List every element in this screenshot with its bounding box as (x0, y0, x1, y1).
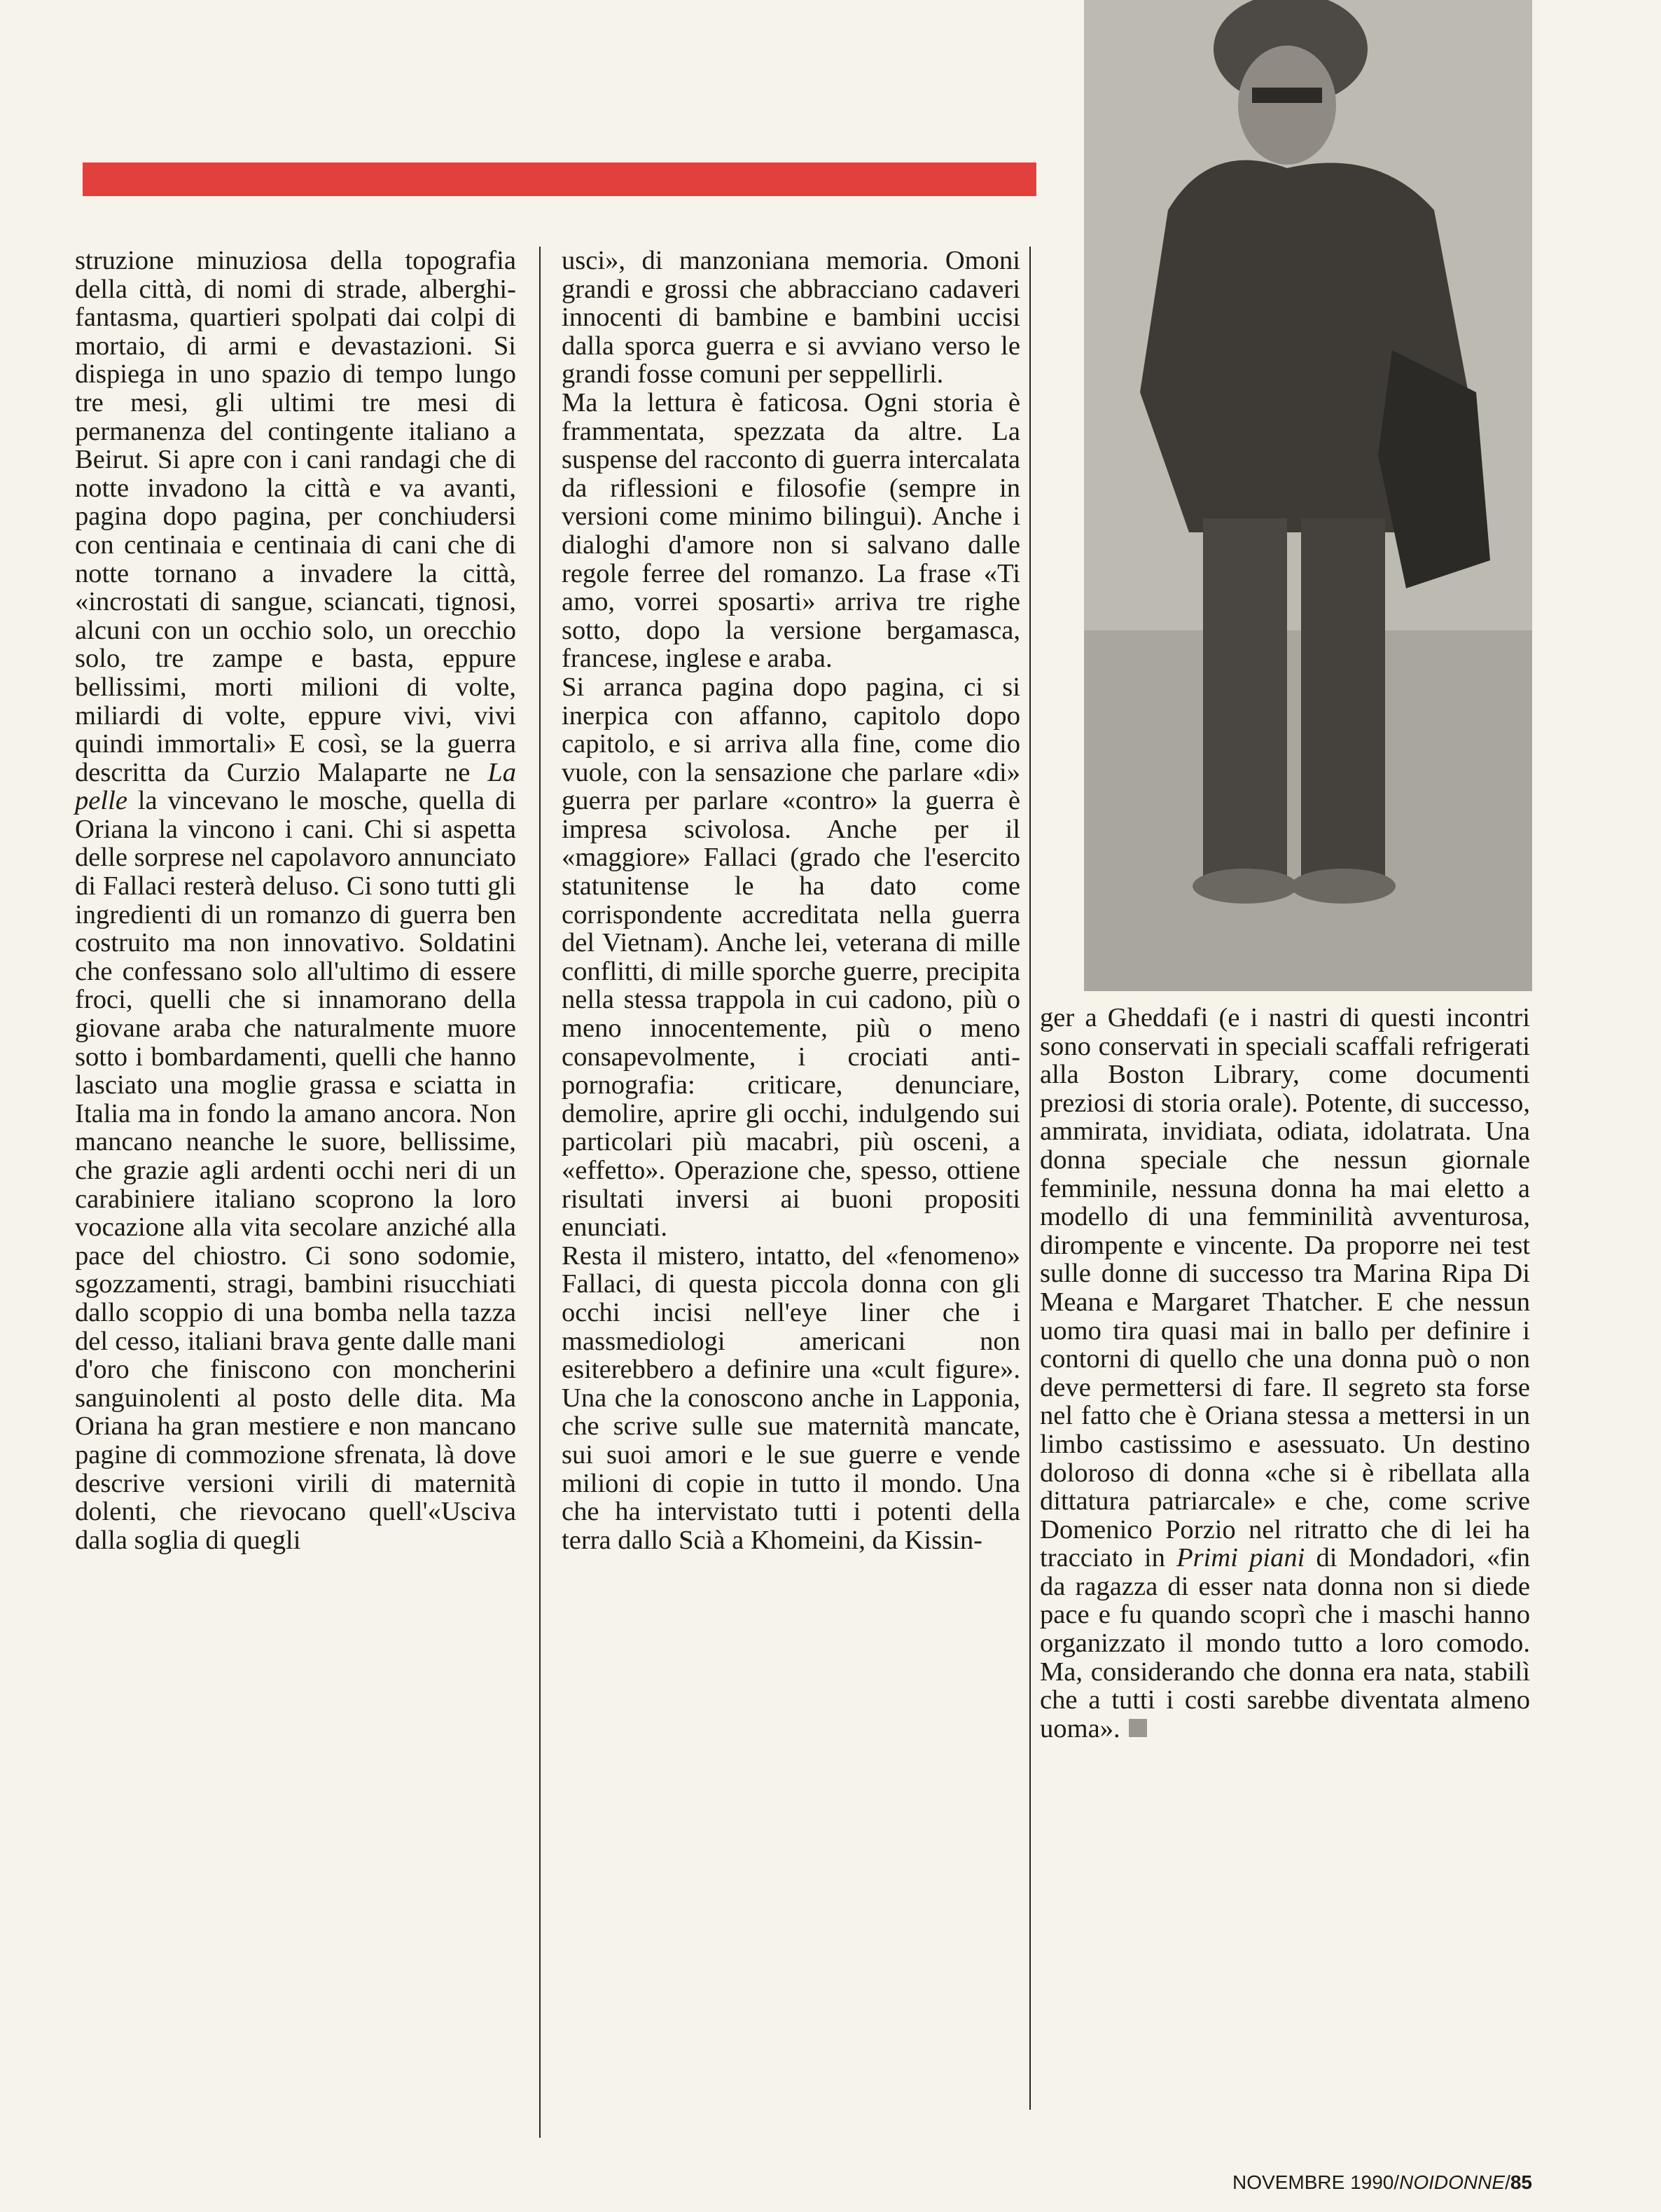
footer-magazine: NOIDONNE (1399, 2171, 1506, 2193)
column-divider-left (539, 247, 541, 2138)
paragraph: Si arranca pagina dopo pagina, ci si inerpica con affanno, capitolo dopo capitolo, e si arriva alla fine, come dio vuole, con la sensazione che parlare «di» guerra per parlare «contro» la guerra è impresa scivolosa. Anche per il «maggiore» Fallaci (grado che l'esercito statunitense le ha dato come corrispondente accreditata nella guerra del Vietnam). Anche lei, veterana di mille conflitti, di mille sporche guerre, precipita nella stessa trappola in cui cadono, più o meno innocentemente, più o meno consapevolmente, i crociati anti-pornografia: criticare, denunciare, demolire, aprire gli occhi, indulgendo sui particolari più macabri, più osceni, a «effetto». Operazione che, spesso, ottiene risultati inversi ai buoni propositi enunciati. (562, 672, 1020, 1243)
paragraph: Resta il mistero, intatto, del «fenomeno» Fallaci, di questa piccola donna con gli occhi incisi nell'eye liner che i massmediologi americani non esiterebbero a definire una «cult figure». Una che la conoscono anche in Lapponia, che scrive sulle sue maternità mancate, sui suoi amori e le sue guerre e vende milioni di copie in tutto il mondo. Una che ha intervistato tutti i potenti della terra dallo Scià a Khomeini, da Kissin- (562, 1240, 1020, 1555)
photo-woman-in-helmet (1084, 0, 1532, 991)
footer-date: NOVEMBRE 1990/ (1232, 2171, 1400, 2193)
article-column-1 (75, 247, 516, 1554)
paragraph: struzione minuziosa della topografia della città, di nomi di strade, alberghi-fantasma, quartieri spolpati dai colpi di mortaio, di armi e devastazioni. Si dispiega in uno spazio di tempo lungo tre mesi, gli ultimi tre mesi di permanenza del contingente italiano a Beirut. Si apre con i cani randagi che di notte invadono la città e va avanti, pagina dopo pagina, per conchiudersi con centinaia e centinaia di cani che di notte tornano a invadere la città, «incrostati di sangue, sciancati, tignosi, alcuni con un occhio solo, un orecchio solo, tre zampe e basta, eppure bellissimi, morti milioni di volte, miliardi di volte, eppure vivi, vivi quindi immortali» E così, se la guerra descritta da Curzio Malaparte ne La pelle la vincevano le mosche, quella di Oriana la vincono i cani. Chi si aspetta delle sorprese nel capolavoro annunciato di Fallaci resterà deluso. Ci sono tutti gli ingredienti di un romanzo di guerra ben costruito ma non innovativo. Soldatini che confessano solo all'ultimo di essere froci, quelli che si innamorano della giovane araba che naturalmente muore sotto i bombardamenti, quelli che hanno lasciato una moglie grassa e sciatta in Italia ma in fondo la amano ancora. Non mancano neanche le suore, bellissime, che grazie agli ardenti occhi neri di un carabiniere italiano scoprono la loro vocazione alla vita secolare anziché alla pace del chiostro. Ci sono sodomie, sgozzamenti, stragi, bambini risucchiati dallo scoppio di una bomba nella tazza del cesso, italiani brava gente dalle mani d'oro che finiscono con moncherini sanguinolenti al posto delle dita. Ma Oriana ha gran mestiere e non mancano pagine di commozione sfrenata, là dove descrive versioni virili di maternità dolenti, che rievocano quell'«Usciva dalla soglia di quegli (75, 246, 517, 1555)
page-number: 85 (1510, 2171, 1532, 2193)
paragraph: usci», di manzoniana memoria. Omoni grandi e grossi che abbracciano cadaveri innocenti di bambine e bambini uccisi dalla sporca guerra e si avviano verso le grandi fosse comuni per seppellirli. (562, 246, 1020, 389)
paragraph: Ma la lettura è faticosa. Ogni storia è frammentata, spezzata da altre. La suspense del racconto di guerra intercalata da riflessioni e filosofie (sempre in versioni come minimo bilingui). Anche i dialoghi d'amore non si salvano dalle regole ferree del romanzo. La frase «Ti amo, vorrei sposarti» arriva tre righe sotto, dopo la versione bergamasca, francese, inglese e araba. (562, 387, 1020, 674)
page-footer: NOVEMBRE 1990/NOIDONNE/85 (1232, 2171, 1532, 2193)
paragraph: ger a Gheddafi (e i nastri di questi incontri sono conservati in speciali scaffali refrigerati alla Boston Library, come documenti preziosi di storia orale). Potente, di successo, ammirata, invidiata, odiata, idolatrata. Una donna speciale che nessun giornale femminile, nessuna donna ha mai eletto a modello di una femminilità avventurosa, dirompente e vincente. Da proporre nei test sulle donne di successo tra Marina Ripa Di Meana e Margaret Thatcher. E che nessun uomo tira quasi mai in ballo per definire i contorni di quello che una donna può o non deve permettersi di fare. Il segreto sta forse nel fatto che è Oriana stessa a mettersi in un limbo castissimo e asessuato. Un destino doloroso di donna «che si è ribellata alla dittatura patriarcale» e che, come scrive Domenico Porzio nel ritratto che di lei ha tracciato in Primi piani di Mondadori, «fin da ragazza di esser nata donna non si diede pace e fu quando scoprì che i maschi hanno organizzato il mondo tutto a loro comodo. Ma, considerando che donna era nata, stabilì che a tutti i costi sarebbe diventata almeno uoma». (1040, 1003, 1530, 1743)
column-divider-right (1029, 247, 1031, 2110)
red-accent-bar (83, 163, 1036, 196)
end-of-article-square-icon (1129, 1719, 1147, 1737)
article-column-3 (1040, 1004, 1530, 1743)
article-column-2 (562, 247, 1020, 1554)
